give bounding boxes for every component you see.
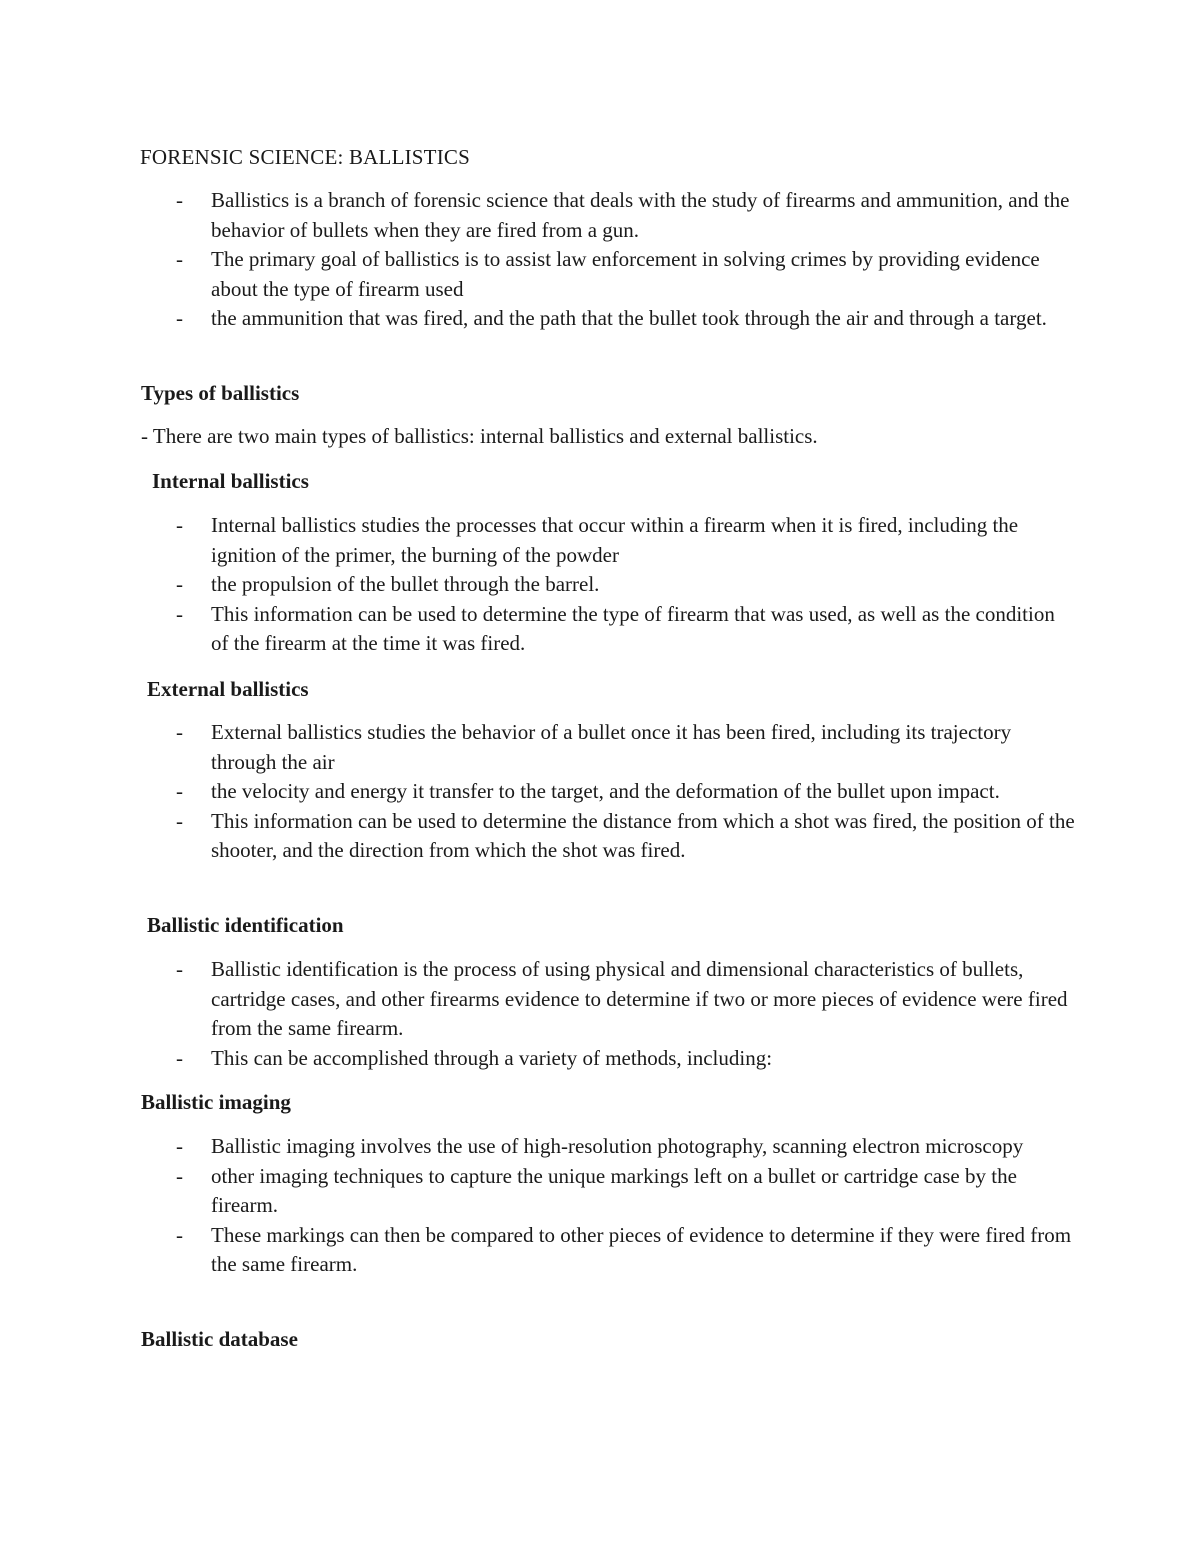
dash-bullet-icon: - <box>176 1163 183 1188</box>
list-item: - the propulsion of the bullet through the barrel. <box>176 570 1076 600</box>
list-item: - The primary goal of ballistics is to assist law enforcement in solving crimes by providing evidence about the type of firearm used <box>176 247 1040 301</box>
section-heading-imaging: Ballistic imaging <box>141 1090 291 1114</box>
dash-bullet-icon: - <box>176 601 183 626</box>
list-item: - External ballistics studies the behavior of a bullet once it has been fired, including its trajectory through the air <box>176 720 1012 774</box>
list-item: - the velocity and energy it transfer to the target, and the deformation of the bullet upon impact. <box>176 777 1076 807</box>
types-text: - There are two main types of ballistics: internal ballistics and external ballistics. <box>141 424 818 448</box>
dash-bullet-icon: - <box>176 1045 183 1070</box>
list-item: - the ammunition that was fired, and the path that the bullet took through the air and through a target. <box>176 304 1076 334</box>
dash-bullet-icon: - <box>176 513 183 537</box>
list-item: - Internal ballistics studies the processes that occur within a firearm when it is fired, including the ignition of the primer, the burning of the powder <box>176 513 1019 567</box>
list-item: - This information can be used to determine the type of firearm that was used, as well as the condition of the firearm at the time it was fired. <box>176 601 1055 655</box>
list-item: - This information can be used to determine the distance from which a shot was fired, the position of the shooter, and the direction from which the shot was fired. <box>176 808 1075 862</box>
dash-bullet-icon: - <box>176 306 183 330</box>
list-item: - Ballistics is a branch of forensic science that deals with the study of firearms and ammunition, and the behavior of bullets when they are fired from a gun. <box>176 188 1070 242</box>
dash-bullet-icon: - <box>176 188 183 212</box>
list-item: - These markings can then be compared to other pieces of evidence to determine if they were fired from the same firearm. <box>176 1222 1072 1276</box>
dash-bullet-icon: - <box>176 247 183 271</box>
list-item: - Ballistic imaging involves the use of high-resolution photography, scanning electron microscopy <box>176 1132 1076 1162</box>
list-item: - other imaging techniques to capture the unique markings left on a bullet or cartridge case by the firearm. <box>176 1163 1017 1217</box>
imaging-bullet-list <box>176 1132 1076 1280</box>
section-heading-identification: Ballistic identification <box>147 913 344 937</box>
section-heading-external: External ballistics <box>147 677 309 701</box>
dash-bullet-icon: - <box>176 720 183 744</box>
dash-bullet-icon: - <box>176 1222 183 1247</box>
internal-bullet-list <box>176 511 1076 659</box>
list-item: - Ballistic identification is the process of using physical and dimensional characteristics of bullets, cartridge cases, and other firearms evidence to determine if two or more pieces of evidence were fired from the same firearm. <box>176 957 1068 1040</box>
external-bullet-list <box>176 718 1076 866</box>
list-item: - This can be accomplished through a variety of methods, including: <box>176 1044 1076 1074</box>
dash-bullet-icon: - <box>176 572 183 596</box>
section-heading-database: Ballistic database <box>141 1327 298 1351</box>
section-heading-types: Types of ballistics <box>141 381 300 405</box>
dash-bullet-icon: - <box>176 779 183 803</box>
dash-bullet-icon: - <box>176 957 183 981</box>
intro-bullet-list <box>176 186 1076 334</box>
identification-bullet-list <box>176 955 1076 1073</box>
section-heading-internal: Internal ballistics <box>152 469 309 493</box>
dash-bullet-icon: - <box>176 808 183 833</box>
page-title: FORENSIC SCIENCE: BALLISTICS <box>140 145 470 169</box>
dash-bullet-icon: - <box>176 1134 183 1158</box>
